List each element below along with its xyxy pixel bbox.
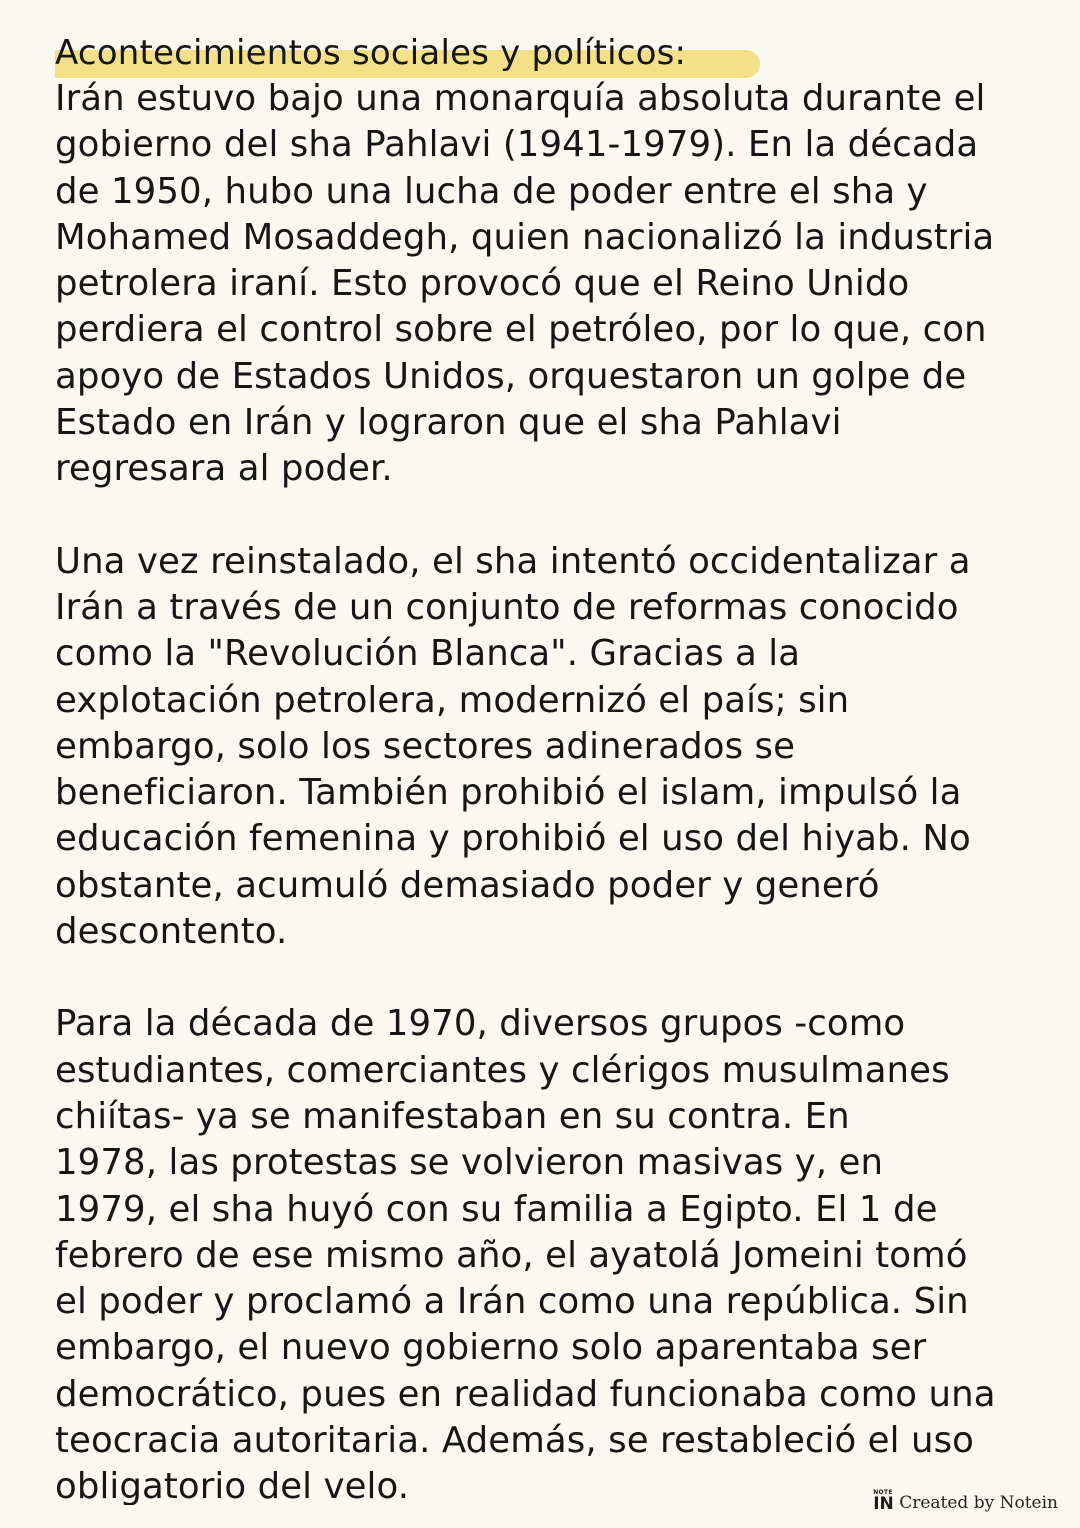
footer-text: Created by Notein	[899, 1493, 1058, 1513]
notein-logo-icon	[873, 1489, 894, 1514]
note-content	[55, 30, 1045, 1505]
paragraph-2: Una vez reinstalado, el sha intentó occidentalizar a Irán a través de un conjunto de reformas conocido como la "Revolución Blanca". Gracias a la explotación petrolera, modernizó el país; sin embargo, solo los sectores adinerados se beneficiaron. También prohibió el islam, impulsó la educación femenina y prohibió el uso del hiyab. No obstante, acumuló demasiado poder y generó descontento.	[55, 540, 971, 953]
footer-watermark	[873, 1489, 1058, 1514]
paragraph-1: Irán estuvo bajo una monarquía absoluta durante el gobierno del sha Pahlavi (1941-1979). En la década de 1950, hubo una lucha de poder entre el sha y Mohamed Mosaddegh, quien nacionalizó la industria petrolera iraní. Esto provocó que el Reino Unido perdiera el control sobre el petróleo, por lo que, con apoyo de Estados Unidos, orquestaron un golpe de Estado en Irán y lograron que el sha Pahlavi regresara al poder.	[55, 78, 995, 490]
logo-main-text: IN	[873, 1494, 894, 1514]
logo-top-text: NOTE	[873, 1489, 893, 1496]
heading-block	[55, 30, 1045, 76]
paragraph-3: Para la década de 1970, diversos grupos -como estudiantes, comerciantes y clérigos musulmanes chiítas- ya se manifestaban en su contra. En 1978, las protestas se volvieron masivas y, en 1979, el sha huyó con su familia a Egipto. El 1 de febrero de ese mismo año, el ayatolá Jomeini tomó el poder y proclamó a Irán como una república. Sin embargo, el nuevo gobierno solo aparentaba ser democrático, pues en realidad funcionaba como una teocracia autoritaria. Además, se restableció el uso obligatorio del velo.	[55, 1003, 996, 1505]
section-heading: Acontecimientos sociales y políticos:	[55, 33, 687, 73]
